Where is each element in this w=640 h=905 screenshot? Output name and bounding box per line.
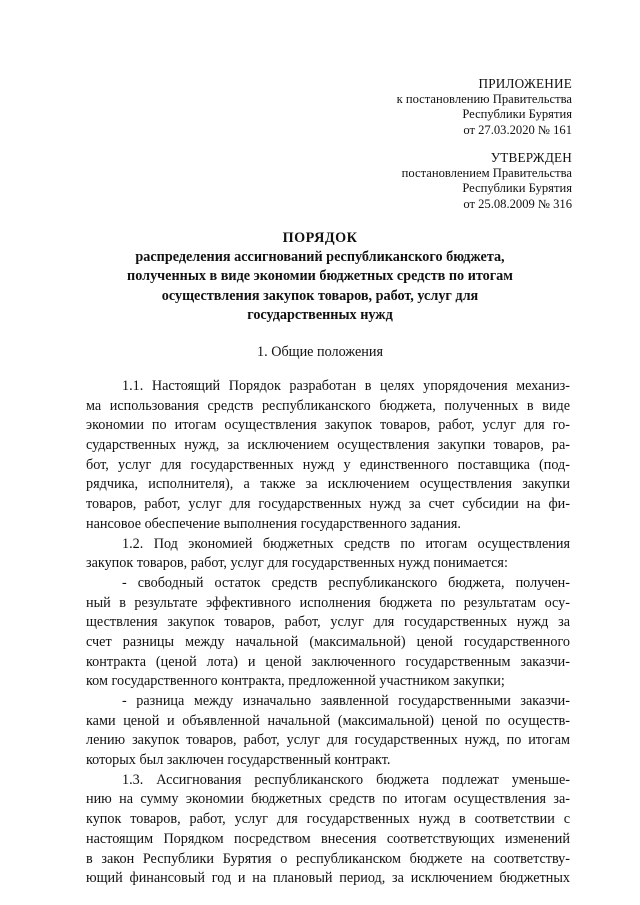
paragraph-line: лению закупок товаров, работ, услуг для государственных нужд, по итогам bbox=[86, 732, 570, 749]
paragraph-line: ками ценой и объявленной начальной (максимальной) ценой по осуществ- bbox=[86, 712, 570, 729]
paragraph-line: закупок товаров, работ, услуг для государственных нужд понимается: bbox=[86, 555, 508, 572]
approved-line: Республики Бурятия bbox=[462, 181, 572, 196]
paragraph-line: 1.1. Настоящий Порядок разработан в целях упорядочения механиз- bbox=[122, 378, 570, 394]
paragraph-line: нансовое обеспечение выполнения государственного задания. bbox=[86, 515, 461, 532]
approved-title: УТВЕРЖДЕН bbox=[490, 150, 572, 165]
paragraph-line: товаров, работ, услуг для государственных нужд за счет субсидии на фи- bbox=[86, 496, 570, 513]
paragraph-line: ком государственного контракта, предложенной участником закупки; bbox=[86, 673, 505, 690]
paragraph-line: ный в результате эффективного исполнения бюджета по результатам осу- bbox=[86, 594, 570, 611]
document-title bbox=[80, 229, 560, 325]
body-text bbox=[86, 377, 570, 889]
appendix-line: Республики Бурятия bbox=[462, 107, 572, 122]
paragraph-line: сударственных нужд, за исключением осуществления закупки товаров, ра- bbox=[86, 437, 570, 454]
document-subtitle-line: государственных нужд bbox=[247, 306, 393, 323]
paragraph-line: 1.3. Ассигнования республиканского бюджета подлежат уменьше- bbox=[122, 771, 570, 788]
appendix-block bbox=[397, 76, 572, 138]
approved-line: постановлением Правительства bbox=[401, 165, 572, 180]
approved-date-number: от 25.08.2009 № 316 bbox=[463, 196, 572, 211]
paragraph-line: контракта (ценой лота) и ценой заключенного государственным заказчи- bbox=[86, 653, 570, 670]
paragraph-line: 1.2. Под экономией бюджетных средств по итогам осуществления bbox=[122, 535, 570, 552]
paragraph-line: рядчика, исполнителя), а также за исключением осуществления закупки bbox=[86, 476, 570, 493]
appendix-line: к постановлению Правительства bbox=[396, 91, 572, 106]
appendix-date-number: от 27.03.2020 № 161 bbox=[463, 122, 572, 137]
section-heading: 1. Общие положения bbox=[257, 344, 383, 360]
paragraph-line: нию на сумму экономии бюджетных средств по итогам осуществления за- bbox=[86, 791, 570, 808]
paragraph-line: настоящим Порядком посредством внесения соответствующих изменений bbox=[86, 830, 570, 847]
paragraph-line: - свободный остаток средств республиканского бюджета, получен- bbox=[122, 574, 570, 591]
document-heading: ПОРЯДОК bbox=[282, 230, 358, 246]
appendix-title: ПРИЛОЖЕНИЕ bbox=[478, 76, 572, 91]
paragraph-line: экономии по итогам осуществления закупок товаров, работ, услуг для го- bbox=[86, 417, 570, 434]
document-subtitle-line: полученных в виде экономии бюджетных средств по итогам bbox=[127, 268, 513, 285]
paragraph-line: ма использования средств республиканского бюджета, полученных в виде bbox=[86, 397, 570, 414]
paragraph-line: которых был заключен государственный контракт. bbox=[86, 752, 391, 769]
paragraph-line: в закон Республики Бурятия о республиканском бюджете на соответству- bbox=[86, 850, 570, 867]
paragraph-line: купок товаров, работ, услуг для государственных нужд в соответствии с bbox=[86, 811, 570, 828]
paragraph-line: счет разницы между начальной (максимальной) ценой государственного bbox=[86, 633, 570, 650]
paragraph-line: бот, услуг для государственных нужд у единственного поставщика (под- bbox=[86, 456, 570, 473]
paragraph-line: ющий финансовый год и на плановый период, за исключением бюджетных bbox=[86, 870, 570, 887]
paragraph-line: - разница между изначально заявленной государственными заказчи- bbox=[122, 693, 570, 709]
document-subtitle-line: распределения ассигнований республиканского бюджета, bbox=[135, 249, 505, 266]
document-subtitle-line: осуществления закупок товаров, работ, услуг для bbox=[161, 287, 479, 304]
approved-block bbox=[402, 150, 572, 212]
paragraph-line: ществления закупок товаров, работ, услуг для государственных нужд за bbox=[86, 614, 570, 631]
